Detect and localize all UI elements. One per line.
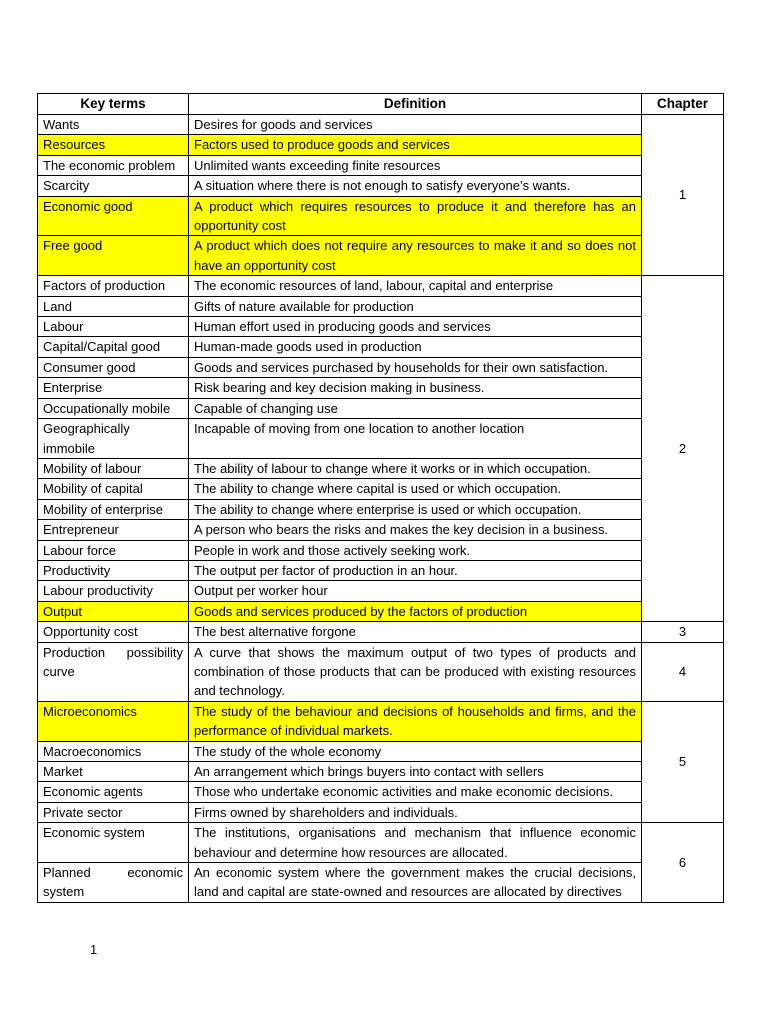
definition-cell: Risk bearing and key decision making in business. [189,378,642,398]
table-row [38,863,724,903]
chapter-cell: 6 [642,823,724,903]
definition-cell: Human effort used in producing goods and services [189,317,642,337]
table-row [38,540,724,560]
term-cell: Production possibility curve [38,642,189,701]
table-row [38,196,724,236]
term-cell: Geographically immobile [38,419,189,459]
table-row [38,802,724,822]
table-row [38,520,724,540]
table-row [38,741,724,761]
term-cell: Enterprise [38,378,189,398]
term-cell: Consumer good [38,357,189,377]
term-cell: Opportunity cost [38,622,189,642]
definition-cell: The study of the whole economy [189,741,642,761]
term-cell: Mobility of capital [38,479,189,499]
definition-cell: Incapable of moving from one location to another location [189,419,642,459]
definition-cell: People in work and those actively seeking work. [189,540,642,560]
term-cell: Entrepreneur [38,520,189,540]
table-row [38,317,724,337]
definition-cell: An arrangement which brings buyers into contact with sellers [189,762,642,782]
term-cell: Capital/Capital good [38,337,189,357]
table-row [38,701,724,741]
chapter-cell: 2 [642,276,724,622]
definition-cell: A situation where there is not enough to satisfy everyone’s wants. [189,176,642,196]
term-cell: Microeconomics [38,701,189,741]
definition-cell: A person who bears the risks and makes the key decision in a business. [189,520,642,540]
table-row [38,419,724,459]
table-row [38,560,724,580]
table-row [38,458,724,478]
table-row [38,176,724,196]
definition-cell: Capable of changing use [189,398,642,418]
definition-cell: A product which requires resources to produce it and therefore has an opportunity cost [189,196,642,236]
term-cell: Output [38,601,189,621]
table-row [38,499,724,519]
definition-cell: Gifts of nature available for production [189,296,642,316]
definition-cell: A product which does not require any resources to make it and so does not have an opportunity cost [189,236,642,276]
table-row [38,135,724,155]
definition-cell: The ability to change where enterprise is used or which occupation. [189,499,642,519]
term-cell: Resources [38,135,189,155]
table-row [38,622,724,642]
term-cell: Occupationally mobile [38,398,189,418]
term-cell: Planned economic system [38,863,189,903]
term-cell: Land [38,296,189,316]
term-cell: Private sector [38,802,189,822]
table-body [38,115,724,903]
table-row [38,276,724,296]
page-number: 1 [90,942,98,957]
term-cell: Mobility of labour [38,458,189,478]
definition-cell: A curve that shows the maximum output of two types of products and combination of those products that can be produced with existing resources and technology. [189,642,642,701]
term-cell: Wants [38,115,189,135]
definition-cell: Unlimited wants exceeding finite resources [189,155,642,175]
table-header-row [38,94,724,115]
definition-cell: Firms owned by shareholders and individuals. [189,802,642,822]
table-row [38,296,724,316]
term-cell: Productivity [38,560,189,580]
table-row [38,762,724,782]
definition-cell: Human-made goods used in production [189,337,642,357]
term-cell: Macroeconomics [38,741,189,761]
table-row [38,236,724,276]
definition-cell: The institutions, organisations and mechanism that influence economic behaviour and determine how resources are allocated. [189,823,642,863]
term-cell: Market [38,762,189,782]
definition-cell: The study of the behaviour and decisions of households and firms, and the performance of individual markets. [189,701,642,741]
table-row [38,601,724,621]
chapter-cell: 1 [642,115,724,276]
definition-cell: Desires for goods and services [189,115,642,135]
term-cell: Labour productivity [38,581,189,601]
header-definition: Definition [189,94,642,115]
table-row [38,155,724,175]
term-cell: Labour [38,317,189,337]
term-cell: Factors of production [38,276,189,296]
term-cell: The economic problem [38,155,189,175]
definition-cell: Factors used to produce goods and services [189,135,642,155]
definition-cell: Goods and services purchased by households for their own satisfaction. [189,357,642,377]
table-row [38,378,724,398]
table-row [38,115,724,135]
header-key-terms: Key terms [38,94,189,115]
key-terms-table [37,93,724,903]
chapter-cell: 5 [642,701,724,822]
definition-cell: The ability of labour to change where it works or in which occupation. [189,458,642,478]
term-cell: Economic good [38,196,189,236]
term-cell: Mobility of enterprise [38,499,189,519]
term-cell: Free good [38,236,189,276]
term-cell: Scarcity [38,176,189,196]
table-row [38,479,724,499]
header-chapter: Chapter [642,94,724,115]
definition-cell: The ability to change where capital is used or which occupation. [189,479,642,499]
table-row [38,782,724,802]
definition-cell: The economic resources of land, labour, capital and enterprise [189,276,642,296]
definition-cell: The output per factor of production in an hour. [189,560,642,580]
definition-cell: Output per worker hour [189,581,642,601]
table-row [38,337,724,357]
definition-cell: An economic system where the government makes the crucial decisions, land and capital are state-owned and resources are allocated by directives [189,863,642,903]
table-row [38,642,724,701]
table-row [38,398,724,418]
term-cell: Economic system [38,823,189,863]
term-cell: Labour force [38,540,189,560]
term-cell: Economic agents [38,782,189,802]
definition-cell: The best alternative forgone [189,622,642,642]
table-row [38,823,724,863]
definition-cell: Those who undertake economic activities and make economic decisions. [189,782,642,802]
table-row [38,581,724,601]
table-row [38,357,724,377]
definition-cell: Goods and services produced by the factors of production [189,601,642,621]
chapter-cell: 4 [642,642,724,701]
chapter-cell: 3 [642,622,724,642]
